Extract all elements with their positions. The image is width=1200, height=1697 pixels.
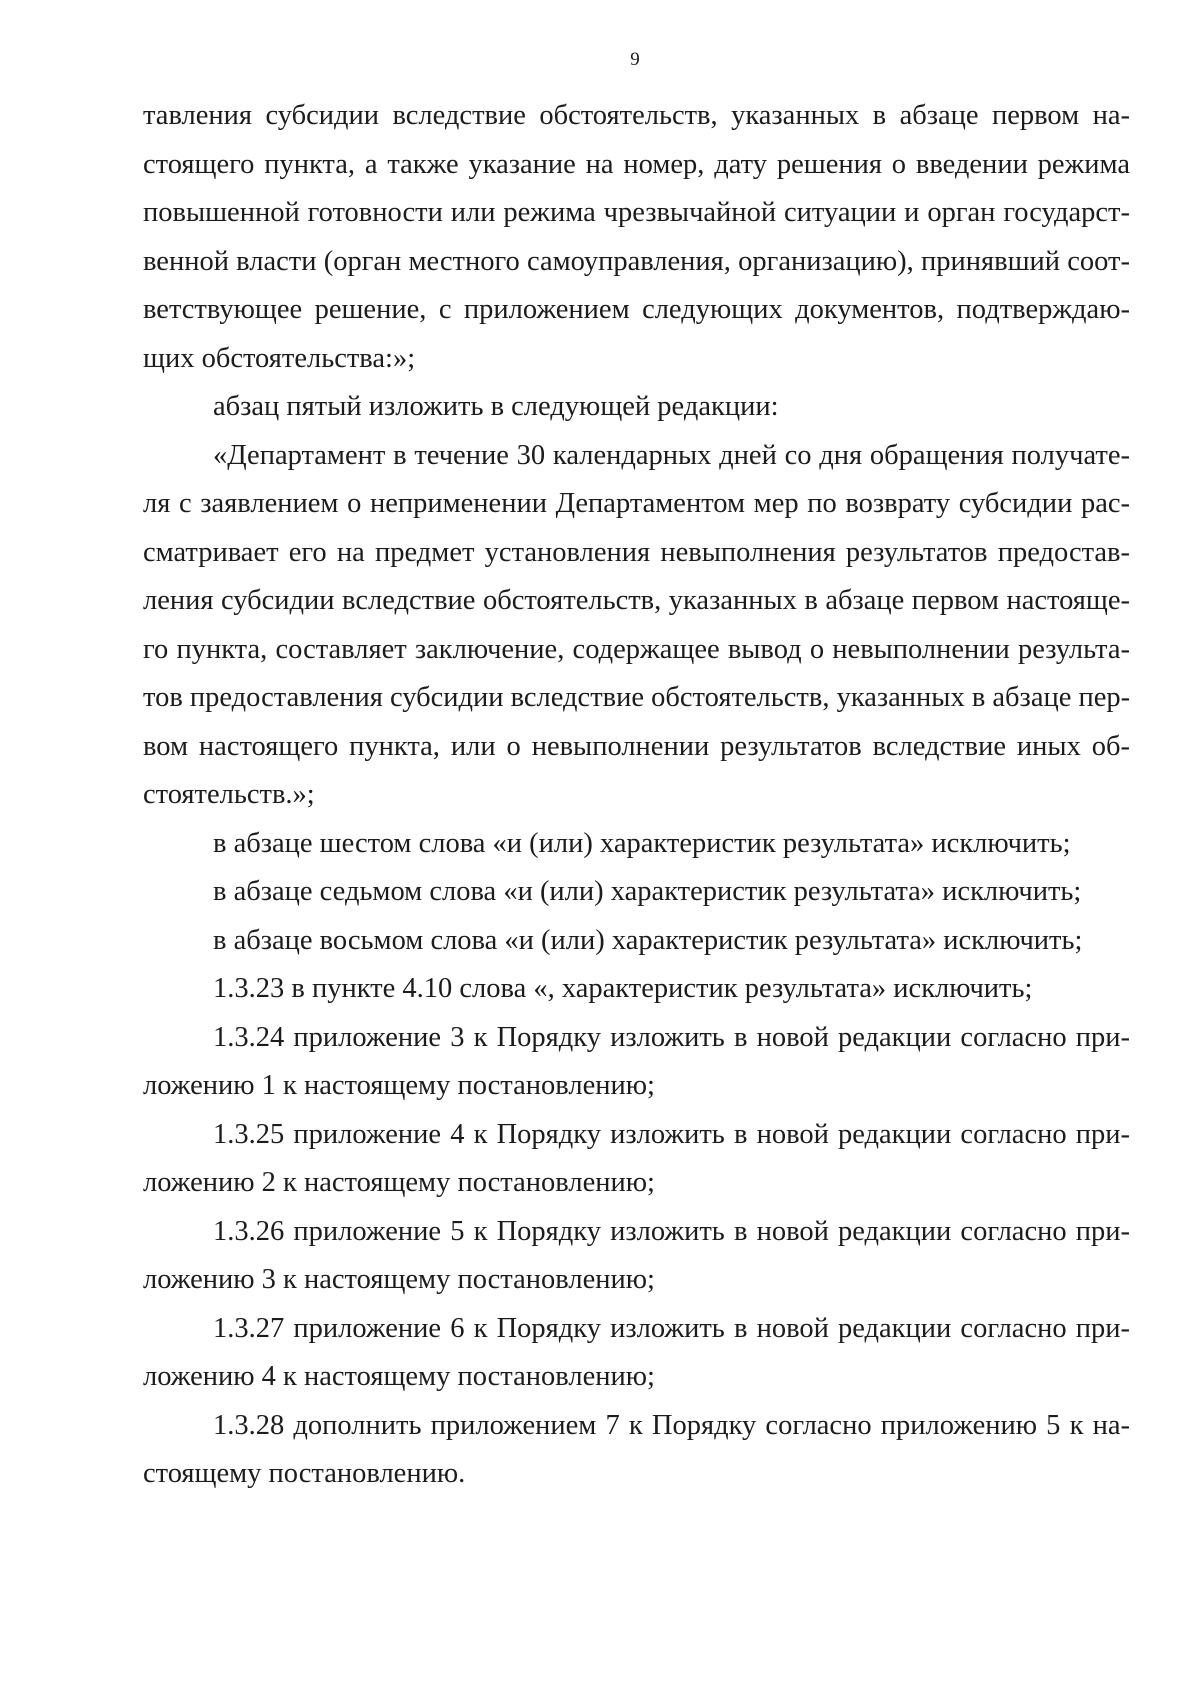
paragraph: [143, 868, 1130, 917]
text-line: щих обстоятельства:»;: [143, 342, 416, 374]
text-line: сматривает его на предмет установления невыполнения результатов предостав-: [143, 536, 1130, 568]
text-line: стоящему постановлению.: [143, 1458, 466, 1489]
paragraph: [143, 965, 1130, 1014]
text-line: 1.3.24 приложение 3 к Порядку изложить в новой редакции согласно при-: [213, 1021, 1130, 1053]
paragraph: [143, 1111, 1130, 1208]
text-line: ложению 4 к настоящему постановлению;: [143, 1361, 655, 1392]
paragraph: [143, 1402, 1130, 1499]
text-line: 1.3.27 приложение 6 к Порядку изложить в новой редакции согласно при-: [213, 1312, 1130, 1344]
text-line: ложению 3 к настоящему постановлению;: [143, 1264, 655, 1295]
text-line: ложению 2 к настоящему постановлению;: [143, 1167, 655, 1198]
page-number: 9: [630, 49, 640, 70]
text-line: стоящего пункта, а также указание на номер, дату решения о введении режима: [143, 148, 1130, 180]
text-line: ложению 1 к настоящему постановлению;: [143, 1070, 655, 1101]
text-line: в абзаце восьмом слова «и (или) характеристик результата» исключить;: [213, 924, 1083, 956]
paragraph: [143, 1305, 1130, 1402]
text-line: в абзаце седьмом слова «и (или) характеристик результата» исключить;: [213, 876, 1082, 907]
paragraph: [143, 917, 1130, 966]
text-line: го пункта, составляет заключение, содержащее вывод о невыполнении результа-: [143, 633, 1130, 665]
text-line: ветствующее решение, с приложением следующих документов, подтверждаю-: [143, 294, 1130, 325]
paragraph: [143, 820, 1130, 869]
text-line: абзац пятый изложить в следующей редакции:: [213, 391, 779, 422]
text-line: «Департамент в течение 30 календарных дней со дня обращения получате-: [213, 439, 1130, 471]
text-line: ления субсидии вследствие обстоятельств, указанных в абзаце первом настояще-: [143, 585, 1130, 616]
text-line: тов предоставления субсидии вследствие обстоятельств, указанных в абзаце пер-: [143, 682, 1131, 713]
text-line: 1.3.26 приложение 5 к Порядку изложить в новой редакции согласно при-: [213, 1215, 1130, 1247]
text-line: стоятельств.»;: [143, 779, 315, 810]
text-line: 1.3.25 приложение 4 к Порядку изложить в новой редакции согласно при-: [213, 1118, 1130, 1150]
paragraph: [143, 1208, 1130, 1305]
paragraph: [143, 92, 1130, 383]
paragraph: [143, 432, 1130, 820]
document-body: [143, 92, 1130, 1499]
text-line: в абзаце шестом слова «и (или) характеристик результата» исключить;: [213, 827, 1071, 859]
text-line: тавления субсидии вследствие обстоятельств, указанных в абзаце первом на-: [143, 100, 1130, 131]
paragraph: [143, 1014, 1130, 1111]
text-line: вом настоящего пункта, или о невыполнении результатов вследствие иных об-: [143, 730, 1130, 762]
text-line: 1.3.28 дополнить приложением 7 к Порядку согласно приложению 5 к на-: [213, 1409, 1130, 1441]
text-line: повышенной готовности или режима чрезвычайной ситуации и орган государст-: [143, 197, 1130, 228]
text-line: ля с заявлением о неприменении Департаментом мер по возврату субсидии рас-: [143, 488, 1130, 519]
text-line: венной власти (орган местного самоуправления, организацию), принявший соот-: [143, 245, 1130, 277]
paragraph: [143, 383, 1130, 432]
text-line: 1.3.23 в пункте 4.10 слова «, характеристик результата» исключить;: [213, 973, 1033, 1004]
